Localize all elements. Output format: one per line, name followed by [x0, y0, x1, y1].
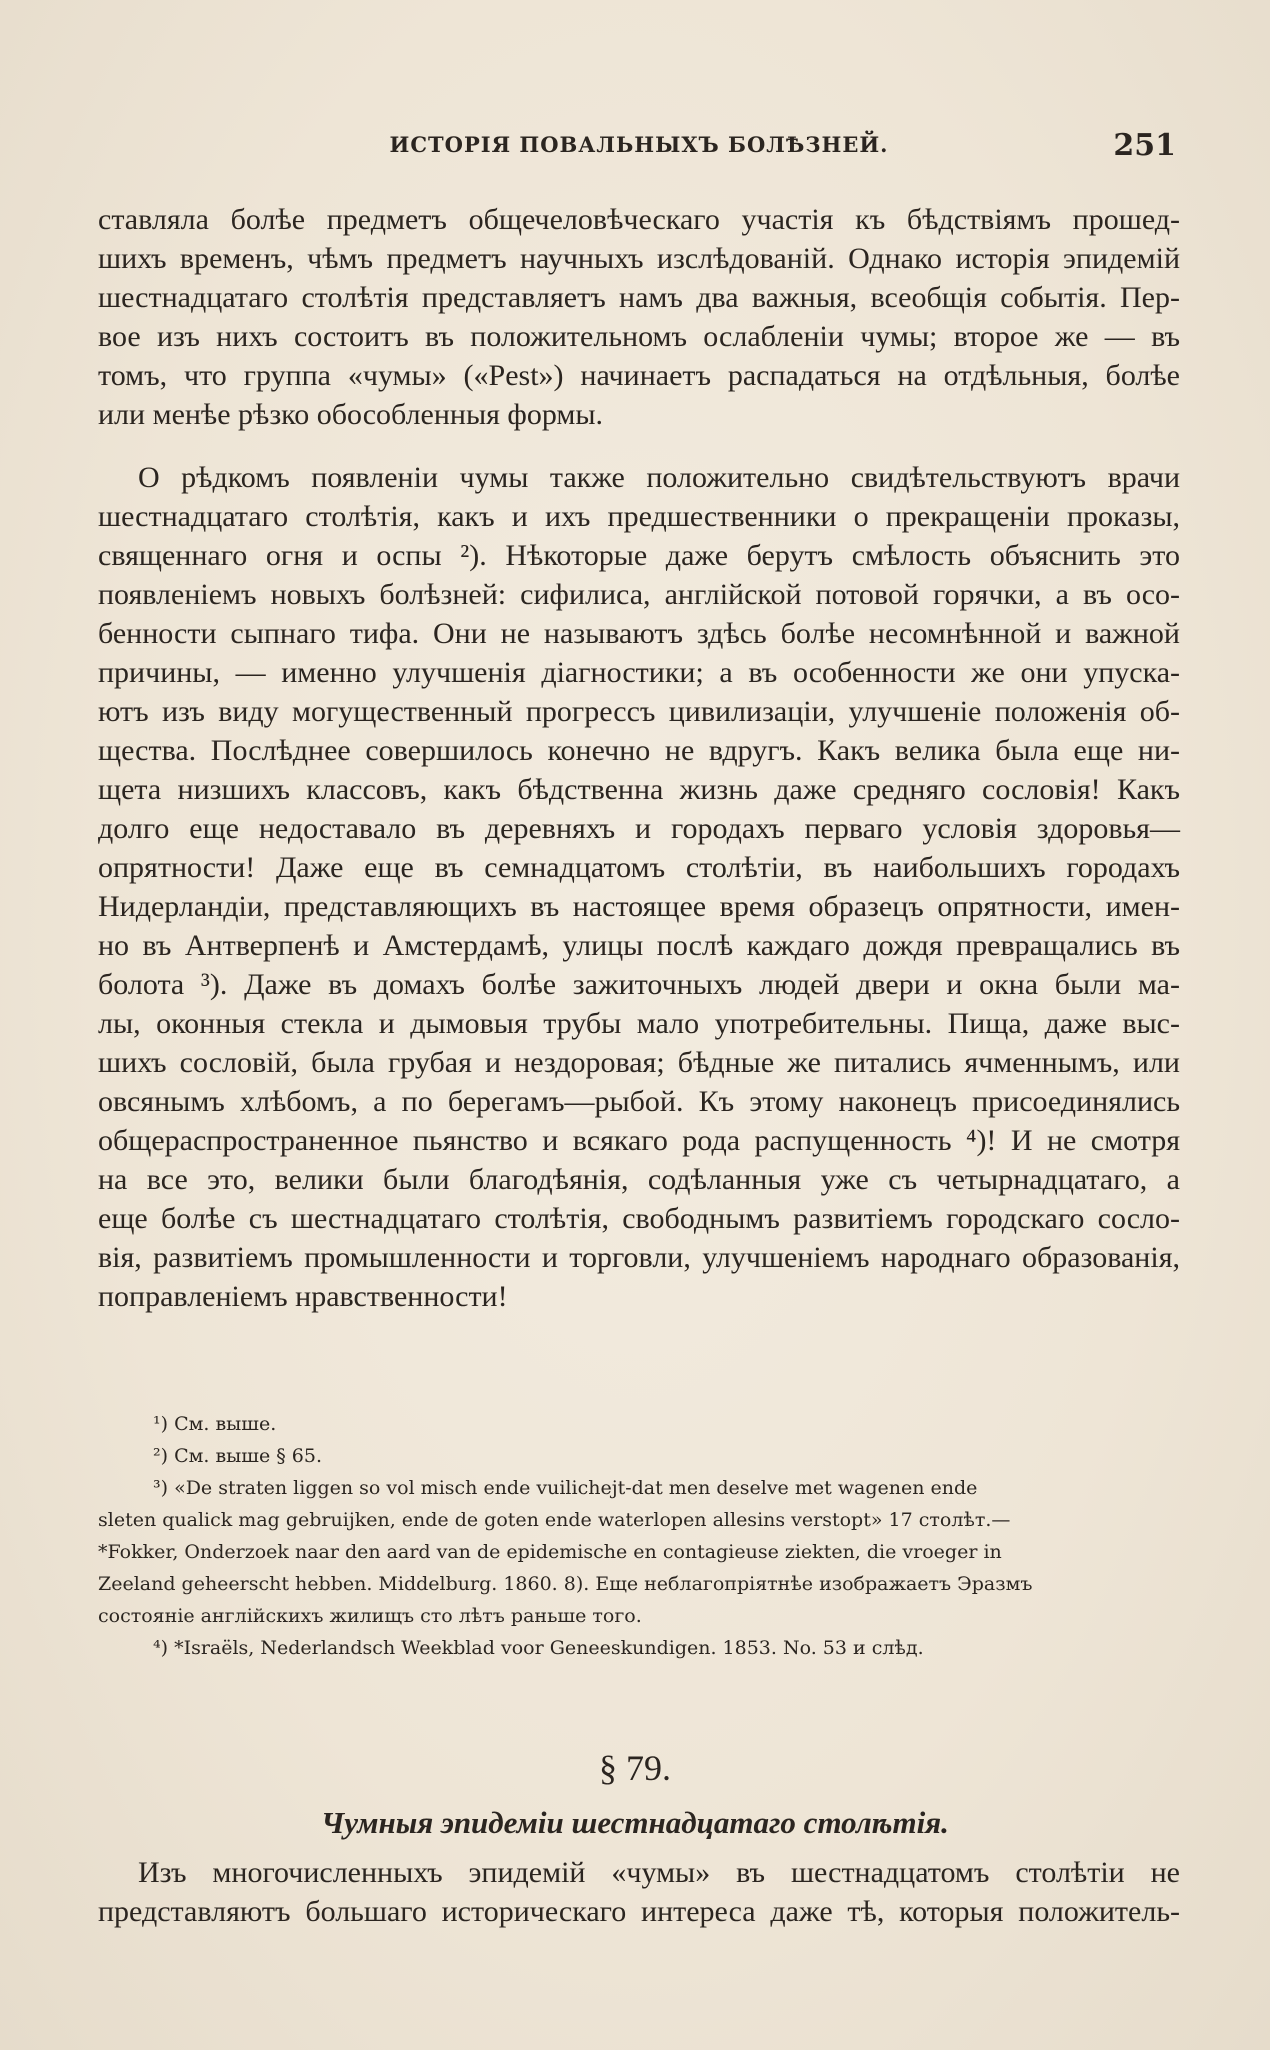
text-line: на все это, велики были благодѣянія, содѣланныя уже съ четырнадцатаго, а: [98, 1163, 1180, 1196]
text-line: опрятности! Даже еще въ семнадцатомъ столѣтіи, въ наибольшихъ городахъ: [98, 851, 1180, 884]
text-line: появленіемъ новыхъ болѣзней: сифилиса, англійской потовой горячки, а въ осо-: [98, 578, 1180, 611]
section-number: § 79.: [599, 1748, 671, 1788]
section-heading: Чумныя эпидеміи шестнадцатаго столѣтія.: [321, 1805, 949, 1840]
running-header: [98, 128, 1180, 168]
paragraph-hygiene: [98, 458, 1180, 1316]
text-line: Нидерландіи, представляющихъ въ настоящее время образецъ опрятности, имен-: [98, 890, 1180, 923]
text-line: еще болѣе съ шестнадцатаго столѣтія, свободнымъ развитіемъ городскаго сосло-: [98, 1202, 1180, 1235]
text-line: шихъ временъ, чѣмъ предметъ научныхъ изслѣдованій. Однако исторія эпидемій: [98, 242, 1180, 275]
text-line: священнаго огня и оспы ²). Нѣкоторые даже берутъ смѣлость объяснить это: [98, 539, 1180, 572]
text-line: шихъ сословій, была грубая и нездоровая; бѣдные же питались ячменнымъ, или: [98, 1046, 1180, 1079]
text-line: бенности сыпнаго тифа. Они не называютъ здѣсь болѣе несомнѣнной и важной: [98, 617, 1180, 650]
footnote-line: ³) «De straten liggen so vol misch ende vuilichejt-dat men deselve met wagenen ende: [153, 1477, 978, 1499]
footnote-line: состояніе англійскихъ жилищъ сто лѣтъ раньше того.: [98, 1605, 642, 1627]
text-line: представляютъ большаго историческаго интереса даже тѣ, которыя положитель-: [98, 1895, 1180, 1928]
text-line: ставляла болѣе предметъ общечеловѣческаго участія къ бѣдствіямъ прошед-: [98, 203, 1180, 236]
page-number: 251: [1113, 128, 1176, 163]
paragraph-plague-epidemics: [98, 1853, 1180, 1931]
footnote-line: Zeeland geheerscht hebben. Middelburg. 1860. 8). Еще неблагопріятнѣе изображаетъ Эразмъ: [98, 1573, 1033, 1595]
text-line: О рѣдкомъ появленіи чумы также положительно свидѣтельствуютъ врачи: [138, 461, 1180, 494]
text-line: щета низшихъ классовъ, какъ бѣдственна жизнь даже средняго сословія! Какъ: [98, 773, 1180, 806]
footnote-line: sleten qualick mag gebruijken, ende de goten ende waterlopen allesins verstopt» 17 столѣт.—: [98, 1509, 1011, 1531]
text-line: причины, — именно улучшенія діагностики; а въ особенности же они упуска-: [98, 656, 1180, 689]
text-line: поправленіемъ нравственности!: [98, 1280, 508, 1313]
footnote-line: *Fokker, Onderzoek naar den aard van de epidemische en contagieuse ziekten, die vroeger in: [98, 1541, 1002, 1563]
paragraph-continuation: [98, 200, 1180, 434]
text-line: болота ³). Даже въ домахъ болѣе зажиточныхъ людей двери и окна были ма-: [98, 968, 1180, 1001]
text-line: овсянымъ хлѣбомъ, а по берегамъ—рыбой. Къ этому наконецъ присоединялись: [98, 1085, 1180, 1118]
text-line: долго еще недоставало въ деревняхъ и городахъ перваго условія здоровья—: [98, 812, 1180, 845]
text-line: ютъ изъ виду могущественный прогрессъ цивилизаціи, улучшеніе положенія об-: [98, 695, 1180, 728]
footnote-line: ⁴) *Israëls, Nederlandsch Weekblad voor Geneeskundigen. 1853. No. 53 и слѣд.: [153, 1637, 924, 1659]
footnote-line: ¹) См. выше.: [153, 1413, 277, 1435]
running-title: ИСТОРІЯ ПОВАЛЬНЫХЪ БОЛѢЗНЕЙ.: [389, 132, 889, 157]
text-line: вое изъ нихъ состоитъ въ положительномъ ослабленіи чумы; второе же — въ: [98, 320, 1180, 353]
text-line: томъ, что группа «чумы» («Pest») начинаетъ распадаться на отдѣльныя, болѣе: [98, 359, 1180, 392]
footnotes: [98, 1408, 1180, 1664]
text-line: лы, оконныя стекла и дымовыя трубы мало употребительны. Пища, даже выс-: [98, 1007, 1180, 1040]
text-line: щества. Послѣднее совершилось конечно не вдругъ. Какъ велика была еще ни-: [98, 734, 1180, 767]
text-line: Изъ многочисленныхъ эпидемій «чумы» въ шестнадцатомъ столѣтіи не: [138, 1856, 1180, 1889]
text-line: или менѣе рѣзко обособленныя формы.: [98, 398, 604, 431]
text-line: общераспространенное пьянство и всякаго рода распущенность ⁴)! И не смотря: [98, 1124, 1180, 1157]
text-line: но въ Антверпенѣ и Амстердамѣ, улицы послѣ каждаго дождя превращались въ: [98, 929, 1180, 962]
footnote-line: ²) См. выше § 65.: [153, 1445, 322, 1467]
text-line: шестнадцатаго столѣтія представляетъ намъ два важныя, всеобщія событія. Пер-: [98, 281, 1180, 314]
text-line: шестнадцатаго столѣтія, какъ и ихъ предшественники о прекращеніи проказы,: [98, 500, 1180, 533]
text-line: вія, развитіемъ промышленности и торговли, улучшеніемъ народнаго образованія,: [98, 1241, 1180, 1274]
